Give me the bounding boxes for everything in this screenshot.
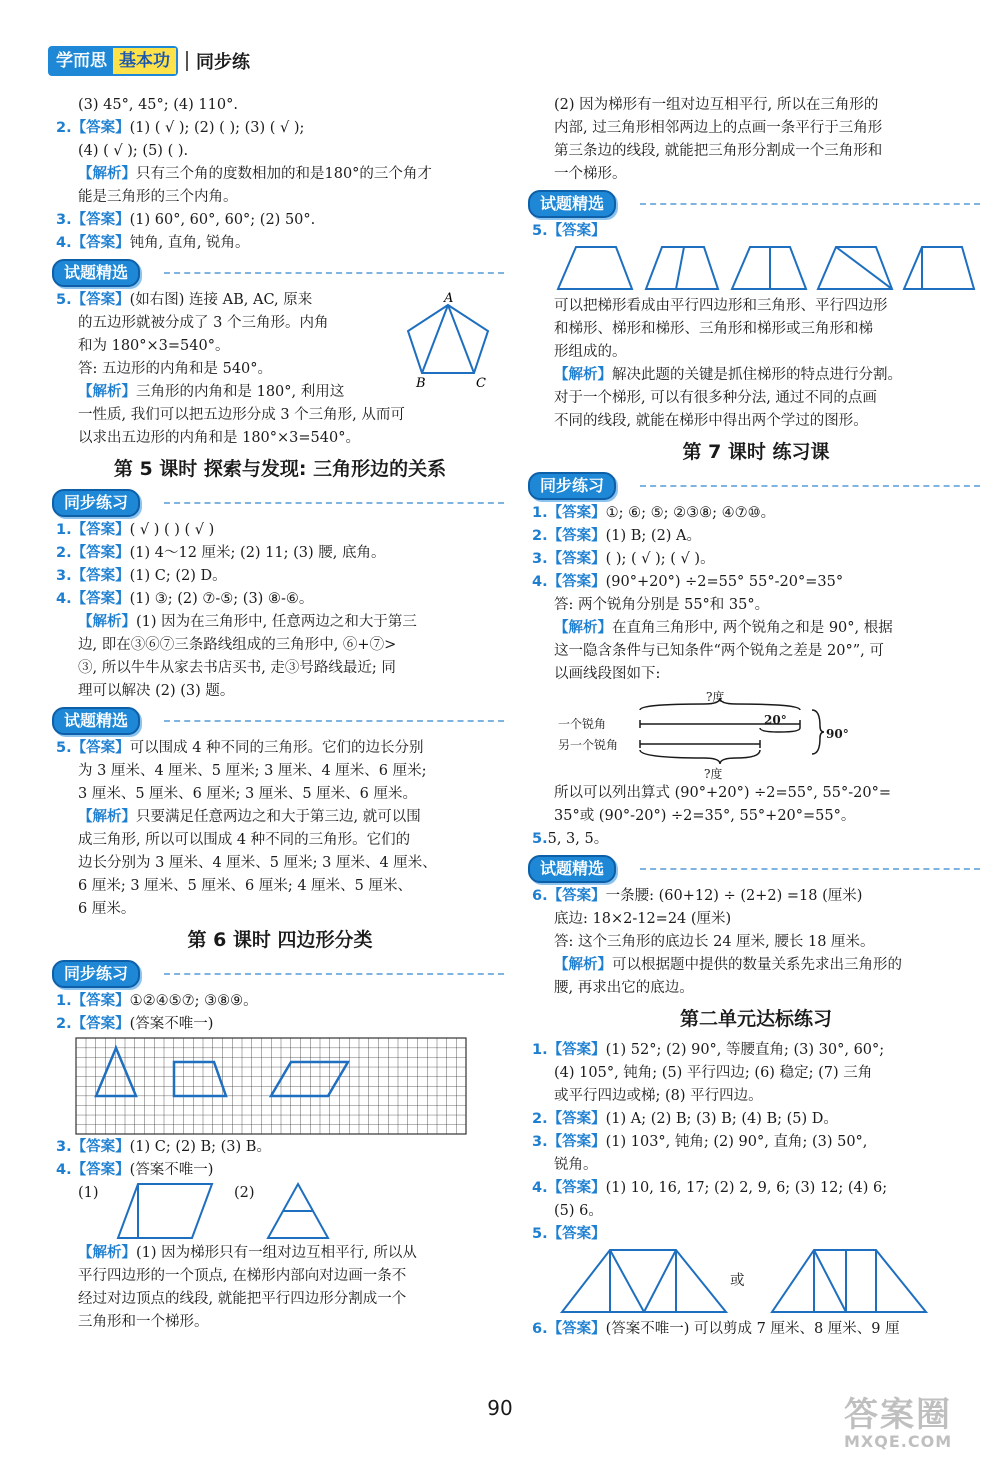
question-number: 2. <box>532 1111 548 1127</box>
text-line: 边长分别为 3 厘米、4 厘米、5 厘米; 3 厘米、4 厘米、 <box>78 855 437 871</box>
answer-label: 【答案】 <box>71 212 130 228</box>
badge-label: 试题精选 <box>528 190 616 218</box>
question-number: 5. <box>532 223 548 239</box>
badge-label: 同步练习 <box>52 489 140 517</box>
question-number: 2. <box>532 528 548 544</box>
label-C: C <box>476 376 486 391</box>
answer-label: 【答案】 <box>71 740 130 756</box>
segment-diagram <box>554 688 874 780</box>
section-badge-sync <box>528 472 980 500</box>
analysis-text: 只要满足任意两边之和大于第三边, 就可以围 <box>136 809 421 825</box>
text-line: 能是三角形的三个内角。 <box>78 189 238 205</box>
triangle-figure <box>266 1182 330 1242</box>
text-line: 以求出五边形的内角和是 180°×3=540°。 <box>78 430 360 446</box>
answer-label: 【答案】 <box>71 120 130 136</box>
text-line: 为 3 厘米、4 厘米、5 厘米; 3 厘米、4 厘米、6 厘米; <box>78 763 427 779</box>
watermark-url: MXQE.COM <box>844 1432 953 1451</box>
label-B: B <box>416 376 426 391</box>
answer-text: 钝角, 直角, 锐角。 <box>129 235 250 251</box>
answer-text: (1) ③; (2) ⑦-⑤; (3) ⑧-⑥。 <box>129 591 314 607</box>
seg-label-a1: 一个锐角 <box>558 717 607 731</box>
analysis-text: 只有三个角的度数相加的和是180°的三个角才 <box>136 166 432 182</box>
answer-text: (1) 4～12 厘米; (2) 11; (3) 腰, 底角。 <box>129 545 386 561</box>
answer-label: 【答案】 <box>71 545 130 561</box>
analysis-text: (1) 因为梯形只有一组对边互相平行, 所以从 <box>136 1245 417 1261</box>
text-line: 的五边形就被分成了 3 个三角形。内角 <box>78 315 329 331</box>
text-line: 理可以解决 (2) (3) 题。 <box>78 683 235 699</box>
question-number: 3. <box>56 1139 72 1155</box>
text-line: 边, 即在③⑥⑦三条路线组成的三角形中, ⑥+⑦> <box>78 637 397 653</box>
answer-text: (1) C; (2) D。 <box>129 568 227 584</box>
text-line: (2) 因为梯形有一组对边互相平行, 所以在三角形的 <box>554 97 879 113</box>
answer-label: 【答案】 <box>547 1042 606 1058</box>
text-line: 和梯形、梯形和梯形、三角形和梯形或三角形和梯 <box>554 321 873 337</box>
seg-label-a2: 另一个锐角 <box>558 738 619 752</box>
brand-part-1: 学而思 <box>50 48 113 74</box>
lesson-title: 第 6 课时 四边形分类 <box>187 929 373 951</box>
answer-text: 5, 3, 5。 <box>547 831 609 847</box>
analysis-text: 三角形的内角和是 180°, 利用这 <box>136 384 345 400</box>
trapezoid-split-1 <box>560 1246 730 1316</box>
answer-label: 【答案】 <box>71 522 130 538</box>
seg-label-q2: ?度 <box>704 767 723 781</box>
section-badge-sync <box>52 489 504 517</box>
seg-label-q1: ?度 <box>706 690 725 704</box>
question-number: 5. <box>532 831 548 847</box>
text-line: 内部, 过三角形相邻两边上的点画一条平行于三角形 <box>554 120 883 136</box>
question-number: 2. <box>56 545 72 561</box>
trapezoid-split-2 <box>770 1246 930 1316</box>
text-line: (4) ( √ ); (5) ( ). <box>78 143 189 159</box>
part-label: (2) <box>234 1185 255 1201</box>
right-column <box>532 94 980 1341</box>
answer-label: 【答案】 <box>547 1321 606 1337</box>
text-line: 形组成的。 <box>554 344 627 360</box>
text-line: 锐角。 <box>554 1157 598 1173</box>
question-number: 6. <box>532 888 548 904</box>
answer-label: 【答案】 <box>547 574 606 590</box>
answer-label: 【答案】 <box>71 1162 130 1178</box>
answer-label: 【答案】 <box>71 292 130 308</box>
answer-text: (1) A; (2) B; (3) B; (4) B; (5) D。 <box>605 1111 838 1127</box>
analysis-text: (1) 因为在三角形中, 任意两边之和大于第三 <box>136 614 417 630</box>
section-badge-select <box>52 707 504 735</box>
analysis-label: 【解析】 <box>554 367 612 383</box>
seg-label-20: 20° <box>764 713 787 727</box>
lesson-title: 第 5 课时 探索与发现: 三角形边的关系 <box>113 458 447 480</box>
question-number: 1. <box>532 505 548 521</box>
question-number: 4. <box>56 235 72 251</box>
question-number: 1. <box>56 993 72 1009</box>
answer-text: (答案不唯一) <box>129 1016 214 1032</box>
badge-label: 试题精选 <box>52 707 140 735</box>
answer-label: 【答案】 <box>71 568 130 584</box>
answer-text: (1) 52°; (2) 90°, 等腰直角; (3) 30°, 60°; <box>605 1042 885 1058</box>
analysis-label: 【解析】 <box>78 614 136 630</box>
section-badge-select <box>528 855 980 883</box>
badge-label: 试题精选 <box>528 855 616 883</box>
text-line: 成三角形, 所以可以围成 4 种不同的三角形。它们的 <box>78 832 411 848</box>
question-number: 2. <box>56 120 72 136</box>
text-line: 和为 180°×3=540°。 <box>78 338 230 354</box>
or-label: 或 <box>730 1273 745 1289</box>
answer-label: 【答案】 <box>547 1134 606 1150</box>
trapezoid-split-figures <box>532 1246 980 1318</box>
answer-label: 【答案】 <box>547 528 606 544</box>
watermark-title: 答案圈 <box>844 1395 952 1435</box>
text-line: 答: 这个三角形的底边长 24 厘米, 腰长 18 厘米。 <box>554 934 875 950</box>
brand-logo <box>48 46 178 76</box>
analysis-text: 在直角三角形中, 两个锐角之和是 90°, 根据 <box>612 620 893 636</box>
text-line: 三角形和一个梯形。 <box>78 1314 209 1330</box>
text-line: 这一隐含条件与已知条件“两个锐角之差是 20°”, 可 <box>554 643 884 659</box>
answer-text: (1) ( √ ); (2) ( ); (3) ( √ ); <box>129 120 305 136</box>
text-line: 答: 五边形的内角和是 540°。 <box>78 361 273 377</box>
page-header <box>48 44 250 78</box>
answer-label: 【答案】 <box>547 1180 606 1196</box>
text-line: (3) 45°, 45°; (4) 110°. <box>78 97 238 113</box>
text-line: 可以把梯形看成由平行四边形和三角形、平行四边形 <box>554 298 888 314</box>
text-line: ③, 所以牛牛从家去书店买书, 走③号路线最近; 同 <box>78 660 396 676</box>
answer-label: 【答案】 <box>547 223 606 239</box>
text-line: 一性质, 我们可以把五边形分成 3 个三角形, 从而可 <box>78 407 405 423</box>
badge-label: 同步练习 <box>528 472 616 500</box>
text-line: 一个梯形。 <box>554 166 627 182</box>
part-label: (1) <box>78 1185 99 1201</box>
text-line: 经过对边顶点的线段, 就能把平行四边形分割成一个 <box>78 1291 407 1307</box>
question-number: 3. <box>56 212 72 228</box>
badge-label: 同步练习 <box>52 960 140 988</box>
question-number: 5. <box>532 1226 548 1242</box>
watermark <box>844 1395 953 1452</box>
page-number: 90 <box>487 1396 513 1420</box>
answer-label: 【答案】 <box>547 505 606 521</box>
answer-text: (1) 60°, 60°, 60°; (2) 50°. <box>129 212 316 228</box>
answer-text: ①; ⑥; ⑤; ②③⑧; ④⑦⑩。 <box>605 505 776 521</box>
answer-label: 【答案】 <box>547 551 606 567</box>
answer-label: 【答案】 <box>71 993 130 1009</box>
question-number: 4. <box>532 574 548 590</box>
answer-label: 【答案】 <box>71 1016 130 1032</box>
analysis-text: 解决此题的关键是抓住梯形的特点进行分割。 <box>612 367 902 383</box>
text-line: 或平行四边或梯; (8) 平行四边。 <box>554 1088 763 1104</box>
question-number: 4. <box>532 1180 548 1196</box>
question-number: 6. <box>532 1321 548 1337</box>
header-separator <box>186 51 188 71</box>
seg-label-90: 90° <box>826 727 849 741</box>
lesson-title: 第 7 课时 练习课 <box>682 441 830 463</box>
header-title: 同步练 <box>196 52 250 73</box>
question-number: 1. <box>532 1042 548 1058</box>
analysis-label: 【解析】 <box>78 809 136 825</box>
text-line: 所以可以列出算式 (90°+20°) ÷2=55°, 55°-20°= <box>554 785 891 801</box>
answer-text: (1) 103°, 钝角; (2) 90°, 直角; (3) 50°, <box>605 1134 868 1150</box>
unit-title: 第二单元达标练习 <box>679 1008 832 1030</box>
answer-text: (1) B; (2) A。 <box>605 528 702 544</box>
text-line: 35°或 (90°-20°) ÷2=35°, 55°+20°=55°。 <box>554 808 856 824</box>
text-line: (4) 105°, 钝角; (5) 平行四边; (6) 稳定; (7) 三角 <box>554 1065 873 1081</box>
question-number: 1. <box>56 522 72 538</box>
answer-label: 【答案】 <box>547 1226 606 1242</box>
analysis-label: 【解析】 <box>78 384 136 400</box>
answer-label: 【答案】 <box>71 1139 130 1155</box>
question-number: 4. <box>56 1162 72 1178</box>
text-line: 平行四边形的一个顶点, 在梯形内部向对边画一条不 <box>78 1268 407 1284</box>
text-line: (5) 6。 <box>554 1203 603 1219</box>
answer-label: 【答案】 <box>71 235 130 251</box>
answer-text: (答案不唯一) 可以剪成 7 厘米、8 厘米、9 厘 <box>605 1321 900 1337</box>
question-number: 3. <box>532 1134 548 1150</box>
text-line: 以画线段图如下: <box>554 666 661 682</box>
answer-text: ①②④⑤⑦; ③⑧⑨。 <box>129 993 258 1009</box>
analysis-label: 【解析】 <box>554 620 612 636</box>
question-number: 3. <box>532 551 548 567</box>
answer-text: ( √ ) ( ) ( √ ) <box>129 522 215 538</box>
section-badge-select <box>528 190 980 218</box>
left-column <box>56 94 504 1334</box>
text-line: 6 厘米; 3 厘米、5 厘米、6 厘米; 4 厘米、5 厘米、 <box>78 878 412 894</box>
question-number: 5. <box>56 292 72 308</box>
pentagon-figure <box>400 291 500 391</box>
text-line: 6 厘米。 <box>78 901 136 917</box>
analysis-label: 【解析】 <box>554 957 612 973</box>
analysis-label: 【解析】 <box>78 1245 136 1261</box>
answer-text: 一条腰: (60+12) ÷ (2+2) =18 (厘米) <box>605 888 863 904</box>
split-figures <box>56 1182 504 1242</box>
label-A: A <box>444 291 454 306</box>
brand-part-2: 基本功 <box>113 48 176 74</box>
text-line: 答: 两个锐角分别是 55°和 35°。 <box>554 597 770 613</box>
text-line: 不同的线段, 就能在梯形中得出两个学过的图形。 <box>554 413 868 429</box>
text-line: 腰, 再求出它的底边。 <box>554 980 694 996</box>
trapezoid-figures <box>554 245 974 293</box>
answer-text: (答案不唯一) <box>129 1162 214 1178</box>
text-line: 3 厘米、5 厘米、6 厘米; 3 厘米、5 厘米、6 厘米。 <box>78 786 417 802</box>
question-number: 2. <box>56 1016 72 1032</box>
answer-text: (如右图) 连接 AB, AC, 原来 <box>129 292 313 308</box>
text-line: 第三条边的线段, 就能把三角形分割成一个三角形和 <box>554 143 883 159</box>
answer-label: 【答案】 <box>547 888 606 904</box>
parallelogram-figure <box>116 1182 216 1242</box>
text-line: 底边: 18×2-12=24 (厘米) <box>554 911 732 927</box>
question-number: 5. <box>56 740 72 756</box>
question-number: 3. <box>56 568 72 584</box>
answer-text: (90°+20°) ÷2=55° 55°-20°=35° <box>605 574 844 590</box>
analysis-text: 可以根据题中提供的数量关系先求出三角形的 <box>612 957 902 973</box>
answer-label: 【答案】 <box>71 591 130 607</box>
answer-label: 【答案】 <box>547 1111 606 1127</box>
text-line: 对于一个梯形, 可以有很多种分法, 通过不同的点画 <box>554 390 877 406</box>
answer-text: (1) 10, 16, 17; (2) 2, 9, 6; (3) 12; (4) 6; <box>605 1180 888 1196</box>
question-number: 4. <box>56 591 72 607</box>
badge-label: 试题精选 <box>52 259 140 287</box>
section-badge-sync <box>52 960 504 988</box>
answer-text: 可以围成 4 种不同的三角形。它们的边长分别 <box>129 740 424 756</box>
answer-text: (1) C; (2) B; (3) B。 <box>129 1139 271 1155</box>
section-badge-select <box>52 259 504 287</box>
analysis-label: 【解析】 <box>78 166 136 182</box>
grid-figure <box>76 1038 466 1134</box>
answer-text: ( ); ( √ ); ( √ )。 <box>605 551 715 567</box>
